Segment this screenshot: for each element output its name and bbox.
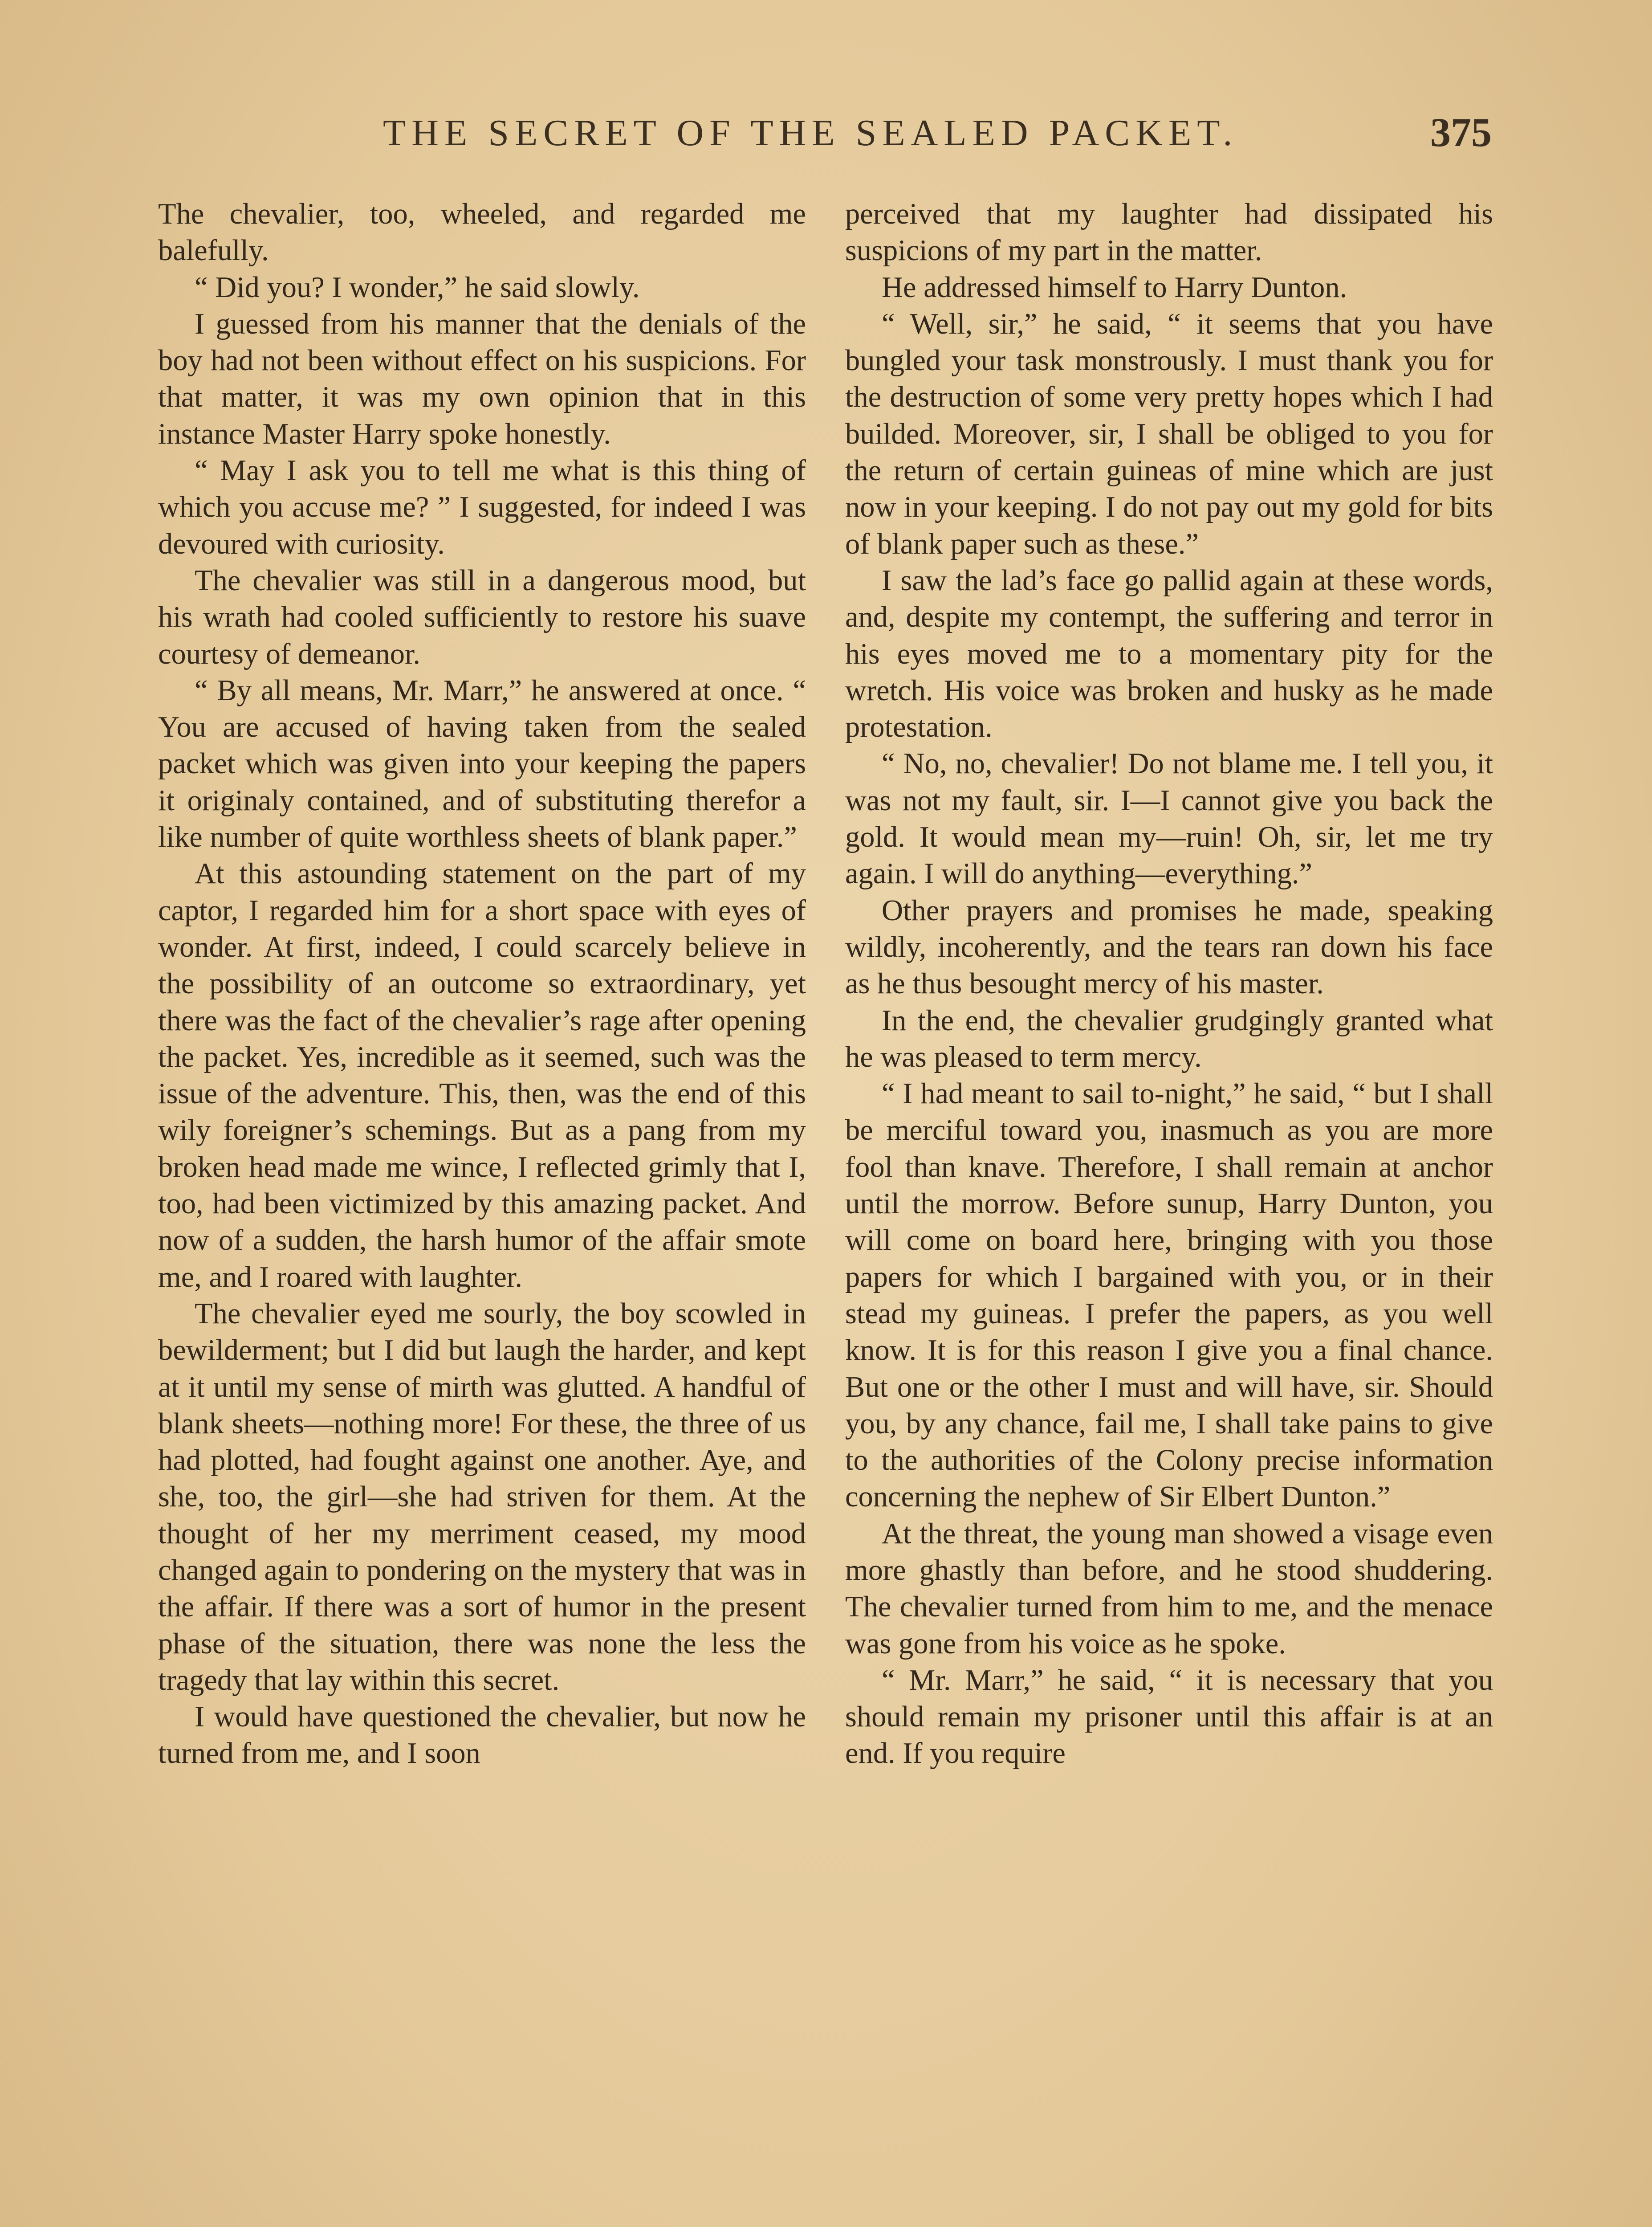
running-title: THE SECRET OF THE SEALED PACKET. (383, 112, 1238, 154)
paragraph: The chevalier, too, wheeled, and regarded me balefully. (158, 198, 806, 267)
paragraph: “ Did you? I wonder,” he said slowly. (195, 271, 640, 304)
paragraph: He addressed himself to Harry Dunton. (882, 271, 1347, 304)
paragraph: Other prayers and promises he made, speaking wildly, incoherently, and the tears ran down his face as he thus besought mercy of his master. (845, 894, 1493, 1000)
paragraph: I saw the lad’s face go pallid again at these words, and, despite my contempt, the suffering and terror in his eyes moved me to a momentary pity for the wretch. His voice was broken and husky as he made protestation. (845, 564, 1493, 744)
paragraph: “ No, no, chevalier! Do not blame me. I tell you, it was not my fault, sir. I—I cannot give you back the gold. It would mean my—ruin! Oh, sir, let me try again. I will do anything—everything.” (845, 747, 1493, 890)
paragraph: “ By all means, Mr. Marr,” he answered at once. “ You are accused of having taken from the sealed packet which was given into your keeping the papers it originaly contained, and of substituting therefor a like number of quite worthless sheets of blank paper.” (158, 674, 806, 854)
right-column (845, 196, 1493, 1772)
paragraph: “ May I ask you to tell me what is this thing of which you accuse me? ” I suggested, for indeed I was devoured with curiosity. (158, 454, 806, 560)
paragraph: “ Mr. Marr,” he said, “ it is necessary that you should remain my prisoner until this affair is at an end. If you require (845, 1664, 1493, 1770)
paragraph: At this astounding statement on the part of my captor, I regarded him for a short space with eyes of wonder. At first, indeed, I could scarcely believe in the possibility of an outcome so extraordinary, yet there was the fact of the chevalier’s rage after opening the packet. Yes, incredible as it seemed, such was the issue of the adventure. This, then, was the end of this wily foreigner’s schemings. But as a pang from my broken head made me wince, I reflected grimly that I, too, had been victimized by this amazing packet. And now of a sudden, the harsh humor of the affair smote me, and I roared with laughter. (158, 857, 806, 1293)
paragraph: The chevalier was still in a dangerous mood, but his wrath had cooled sufficiently to restore his suave courtesy of demeanor. (158, 564, 806, 670)
paragraph: “ I had meant to sail to-night,” he said, “ but I shall be merciful toward you, inasmuch as you are more fool than knave. Therefore, I shall remain at anchor until the morrow. Before sunup, Harry Dunton, you will come on board here, bringing with you those papers for which I bargained with you, or in their stead my guineas. I prefer the papers, as you well know. It is for this reason I give you a final chance. But one or the other I must and will have, sir. Should you, by any chance, fail me, I shall take pains to give to the authorities of the Colony precise information concerning the nephew of Sir Elbert Dunton.” (845, 1077, 1493, 1513)
paragraph: I would have questioned the chevalier, but now he turned from me, and I soon (158, 1701, 806, 1770)
paragraph: The chevalier eyed me sourly, the boy scowled in bewilderment; but I did but laugh the harder, and kept at it until my sense of mirth was glutted. A handful of blank sheets—nothing more! For these, the three of us had plotted, had fought against one another. Aye, and she, too, the girl—she had striven for them. At the thought of her my merriment ceased, my mood changed again to pondering on the mystery that was in the affair. If there was a sort of humor in the present phase of the situation, there was none the less the tragedy that lay within this secret. (158, 1297, 806, 1697)
page-header (165, 111, 1492, 165)
paragraph: At the threat, the young man showed a visage even more ghastly than before, and he stood shuddering. The chevalier turned from him to me, and the menace was gone from his voice as he spoke. (845, 1517, 1493, 1660)
page-number: 375 (1430, 110, 1492, 155)
left-column (158, 196, 806, 1772)
paragraph: perceived that my laughter had dissipated his suspicions of my part in the matter. (845, 198, 1493, 267)
paragraph: In the end, the chevalier grudgingly granted what he was pleased to term mercy. (845, 1004, 1493, 1073)
paragraph: “ Well, sir,” he said, “ it seems that you have bungled your task monstrously. I must thank you for the destruction of some very pretty hopes which I had builded. Moreover, sir, I shall be obliged to you for the return of certain guineas of mine which are just now in your keeping. I do not pay out my gold for bits of blank paper such as these.” (845, 307, 1493, 560)
paragraph: I guessed from his manner that the denials of the boy had not been without effect on his suspicions. For that matter, it was my own opinion that in this instance Master Harry spoke honestly. (158, 307, 806, 450)
